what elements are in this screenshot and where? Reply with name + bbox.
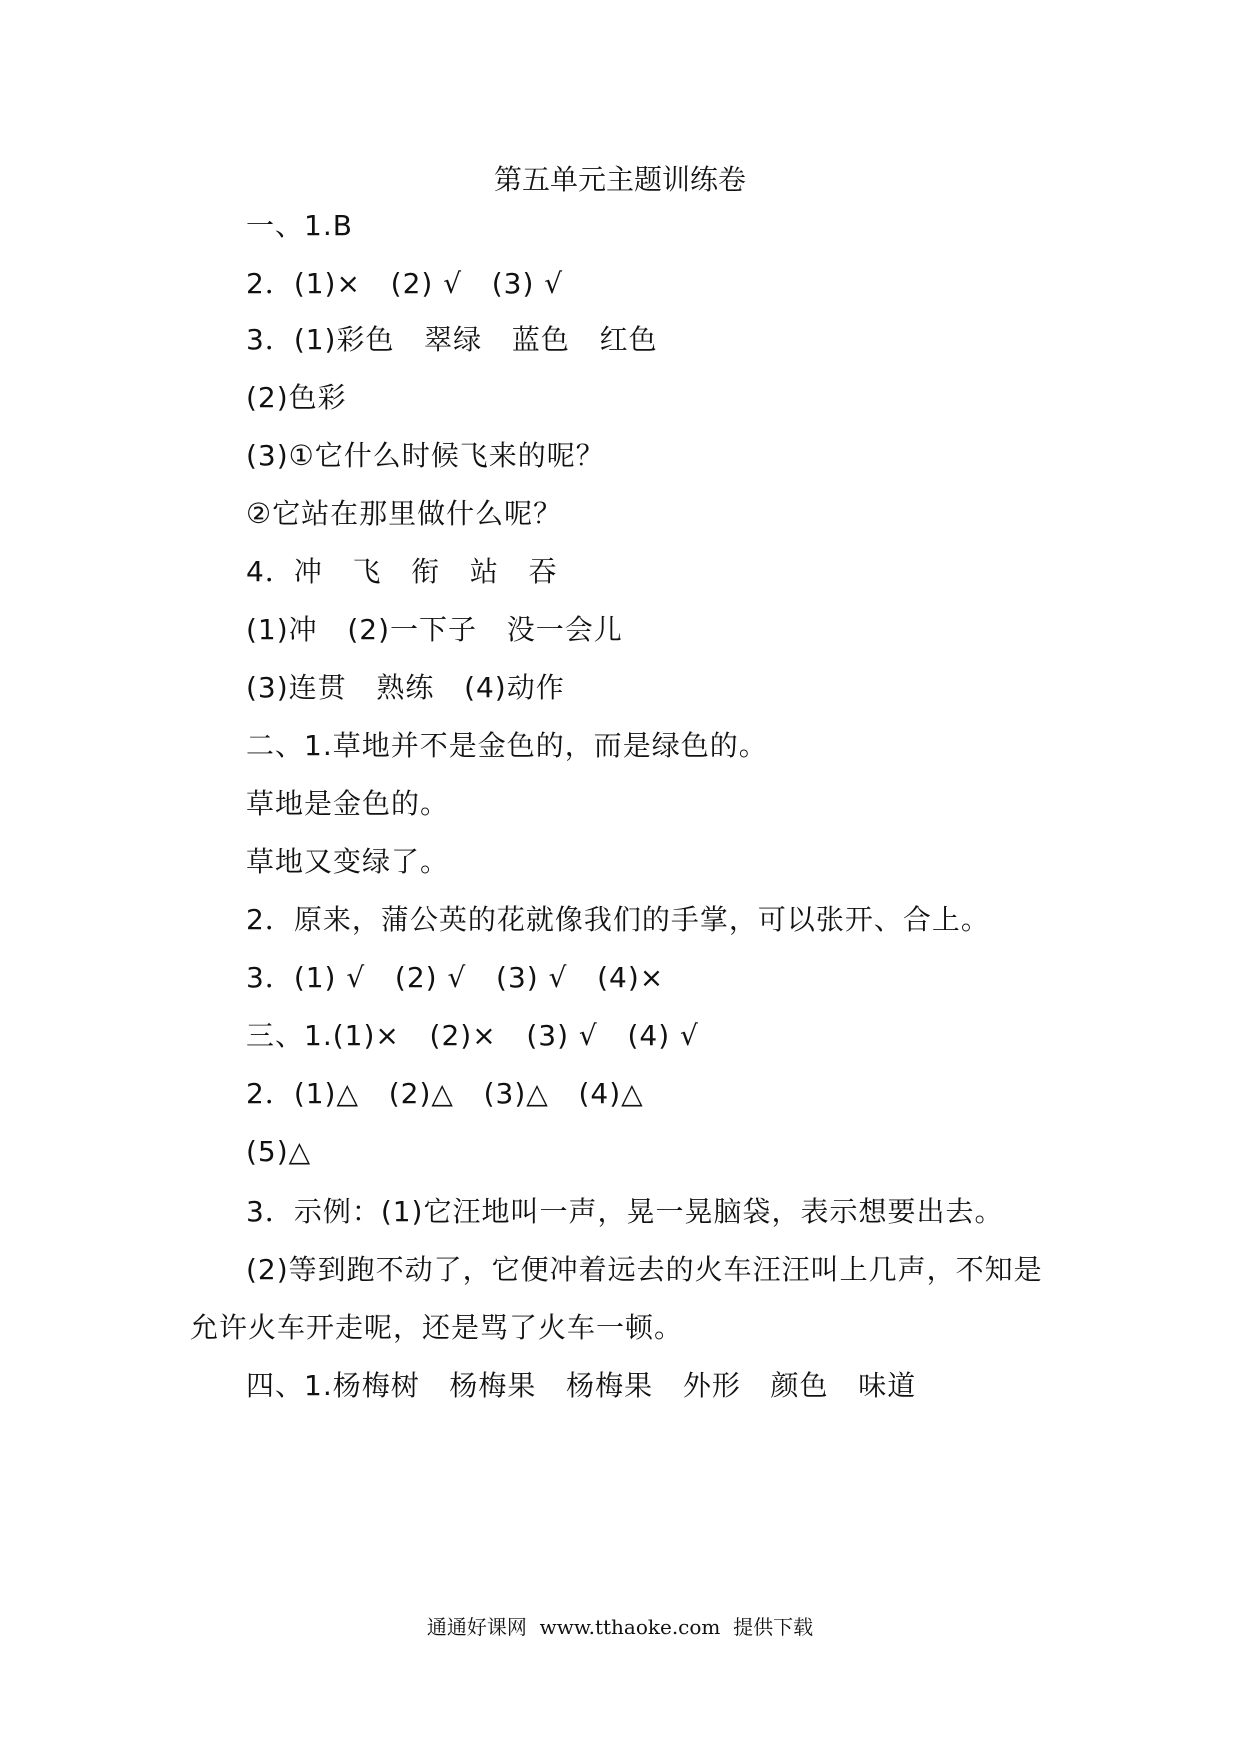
answer-line: 允许火车开走呢，还是骂了火车一顿。 <box>190 1311 684 1344</box>
page-footer: 通通好课网 www.tthaoke.com 提供下载 <box>426 1615 814 1639</box>
answer-line: 二、1.草地并不是金色的，而是绿色的。 <box>246 729 768 762</box>
answer-line: 四、1.杨梅树 杨梅果 杨梅果 外形 颜色 味道 <box>246 1369 917 1402</box>
answer-line: (2)色彩 <box>246 381 347 414</box>
page-title: 第五单元主题训练卷 <box>493 163 746 196</box>
answer-line: 3．(1) √ (2) √ (3) √ (4)× <box>246 961 665 994</box>
answer-line: ②它站在那里做什么呢？ <box>246 497 563 530</box>
answer-line: (1)冲 (2)一下子 没一会儿 <box>246 613 623 646</box>
answer-line: 草地又变绿了。 <box>246 845 450 878</box>
answer-line: (2)等到跑不动了，它便冲着远去的火车汪汪叫上几声，不知是 <box>246 1253 1043 1286</box>
answer-line: 2．(1)△ (2)△ (3)△ (4)△ <box>246 1077 644 1110</box>
answer-line: 3．示例：(1)它汪地叫一声，晃一晃脑袋，表示想要出去。 <box>246 1195 1004 1228</box>
answer-line: 一、1.B <box>246 209 353 242</box>
answer-line: (5)△ <box>246 1135 312 1168</box>
answer-line: 3．(1)彩色 翠绿 蓝色 红色 <box>246 323 658 356</box>
answer-line: (3)①它什么时候飞来的呢？ <box>246 439 605 472</box>
answer-line: 4．冲 飞 衔 站 吞 <box>246 555 558 588</box>
answer-line: 2．原来，蒲公英的花就像我们的手掌，可以张开、合上。 <box>246 903 990 936</box>
answer-line: (3)连贯 熟练 (4)动作 <box>246 671 565 704</box>
answer-line: 草地是金色的。 <box>246 787 450 820</box>
answer-line: 2．(1)× (2) √ (3) √ <box>246 267 564 300</box>
answer-line: 三、1.(1)× (2)× (3) √ (4) √ <box>246 1019 699 1052</box>
